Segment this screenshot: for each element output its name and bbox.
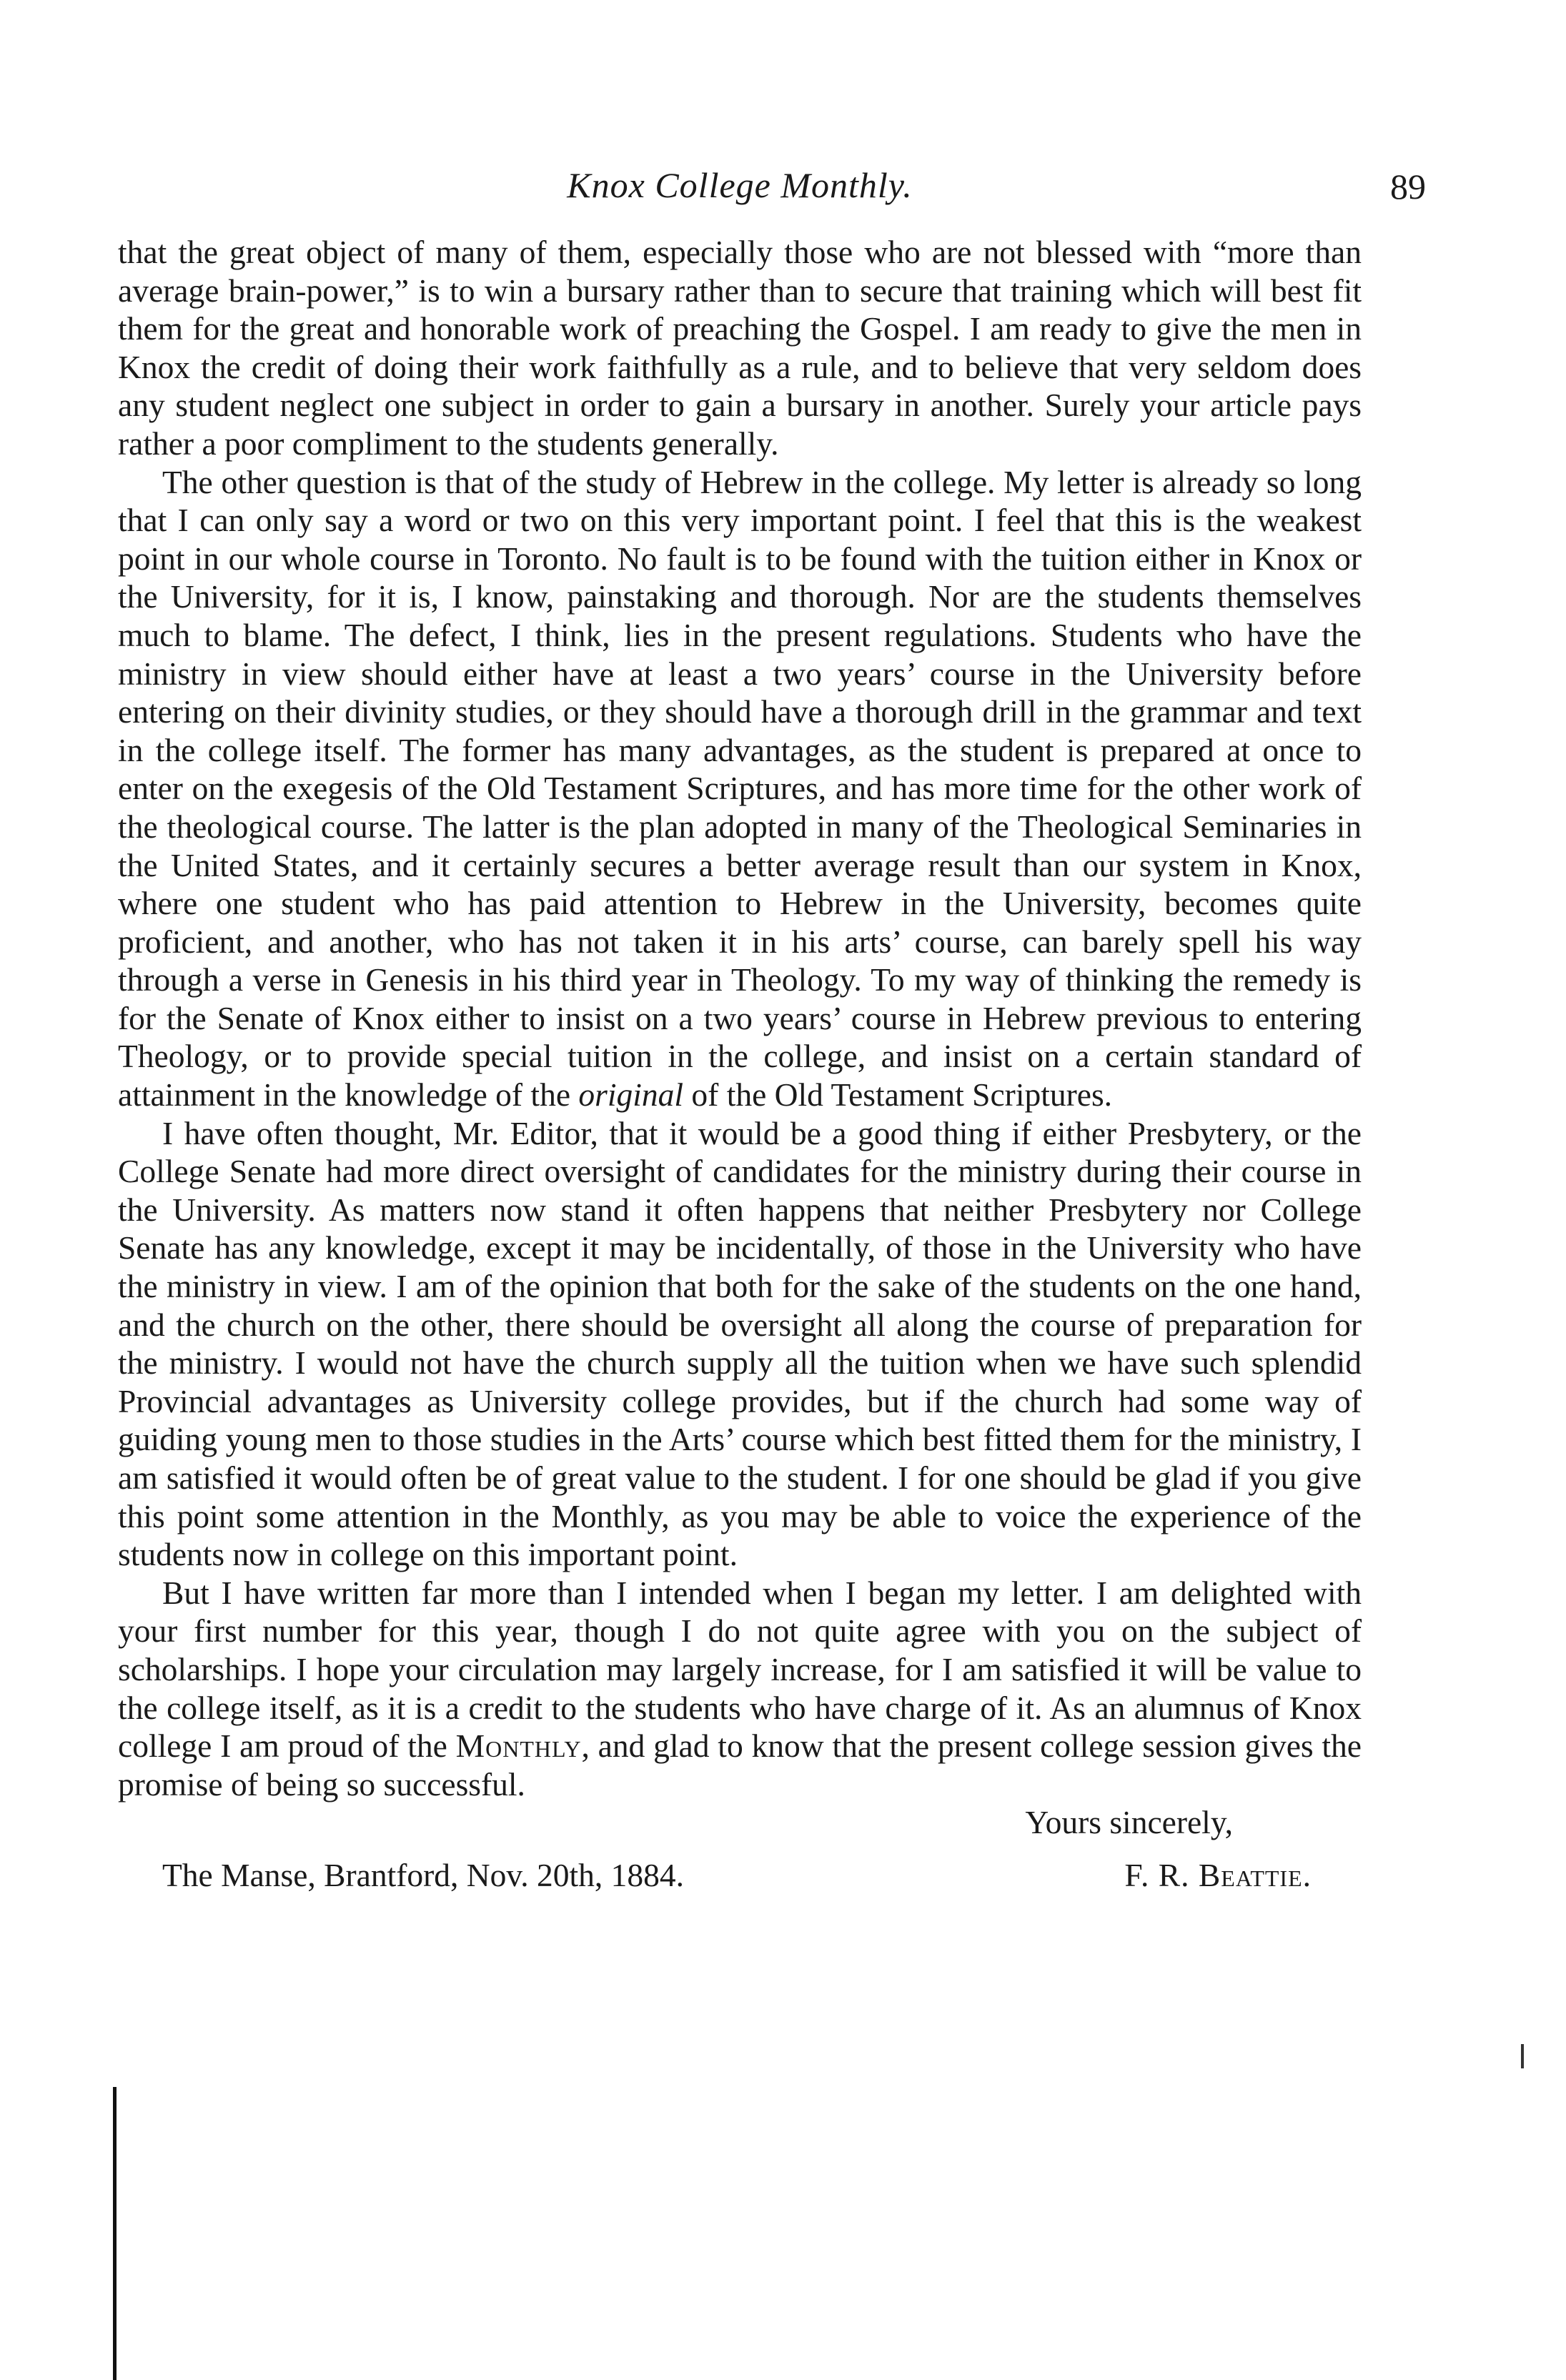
paragraph-continued: [118, 233, 1362, 463]
letter-body: [118, 233, 1362, 1803]
small-caps-word: Monthly: [455, 1727, 582, 1765]
running-head: [118, 164, 1426, 214]
paragraph-text: But I have written far more than I intended when I began my letter. I am delighted with your first number for this year, though I do not quite agree with you on the subject of scholarships. I hope your circulation may largely increase, for I am satisfied it will be value to the college itself, as it is a credit to the students who have charge of it. As an alumnus of Knox college I am proud of the: [118, 1574, 1362, 1765]
page-number: 89: [1390, 167, 1426, 207]
italic-word: original: [578, 1076, 684, 1114]
paragraph-text: I have often thought, Mr. Editor, that it would be a good thing if either Presbytery, or the College Senate had more direct oversight of candidates for the ministry during their course in the University. As matters now stand it often happens that neither Presbytery nor College Senate has any knowledge, except it may be incidentally, of those in the University who have the ministry in view. I am of the opinion that both for the sake of the students on the one hand, and the church on the other, there should be oversight all along the course of preparation for the ministry. I would not have the church supply all the tuition when we have such splendid Provincial advantages as University college provides, but if the church had some way of guiding young men to those studies in the Arts’ course which best fitted them for the ministry, I am satisfied it would often be of great value to the student. I for one should be glad if you give this point some attention in the Monthly, as you may be able to voice the experience of the students now in college on this important point.: [118, 1114, 1362, 1573]
paragraph-text: The other question is that of the study of Hebrew in the college. My letter is already so long that I can only say a word or two on this very important point. I feel that this is the weakest point in our whole course in Toronto. No fault is to be found with the tuition either in Knox or the University, for it is, I know, painstaking and thorough. Nor are the students themselves much to blame. The defect, I think, lies in the present regulations. Students who have the ministry in view should either have at least a two years’ course in the University before entering on their divinity studies, or they should have a thorough drill in the grammar and text in the college itself. The former has many advantages, as the student is prepared at once to enter on the exegesis of the Old Testament Scriptures, and has more time for the other work of the theological course. The latter is the plan adopted in many of the Theological Seminaries in the United States, and it certainly secures a better average result than our system in Knox, where one student who has paid attention to Hebrew in the University, becomes quite proficient, and another, who has not taken it in his arts’ course, can barely spell his way through a verse in Genesis in his third year in Theology. To my way of thinking the remedy is for the Senate of Knox either to insist on a two years’ course in Hebrew previous to entering Theology, or to provide special tuition in the college, and insist on a certain standard of attainment in the knowledge of the: [118, 463, 1362, 1114]
salutation: Yours sincerely,: [1025, 1804, 1233, 1841]
paragraph-text-end: of the Old Testament Scriptures.: [691, 1076, 1113, 1114]
paragraph-text-end: , and glad to know that the present college session gives the promise of being so successful.: [118, 1727, 1362, 1803]
signature: F. R. Beattie.: [1124, 1856, 1312, 1893]
page: [118, 164, 1426, 1902]
binding-edge-rule: [113, 2087, 117, 2380]
paragraph-closing: [118, 1574, 1362, 1804]
place-date: The Manse, Brantford, Nov. 20th, 1884.: [162, 1856, 684, 1893]
paragraph-text: that the great object of many of them, especially those who are not blessed with “more than average brain-power,” is to win a bursary rather than to secure that training which will best fit them for the great and honorable work of preaching the Gospel. I am ready to give the men in Knox the credit of doing their work faithfully as a rule, and to believe that very seldom does any student neglect one subject in order to gain a bursary in another. Surely your article pays rather a poor compliment to the students generally.: [118, 234, 1362, 462]
paragraph-oversight: [118, 1114, 1362, 1574]
running-title: Knox College Monthly.: [567, 165, 913, 205]
paragraph-hebrew: [118, 463, 1362, 1114]
signature-row: [118, 1856, 1362, 1902]
margin-mark: [1521, 2044, 1524, 2068]
